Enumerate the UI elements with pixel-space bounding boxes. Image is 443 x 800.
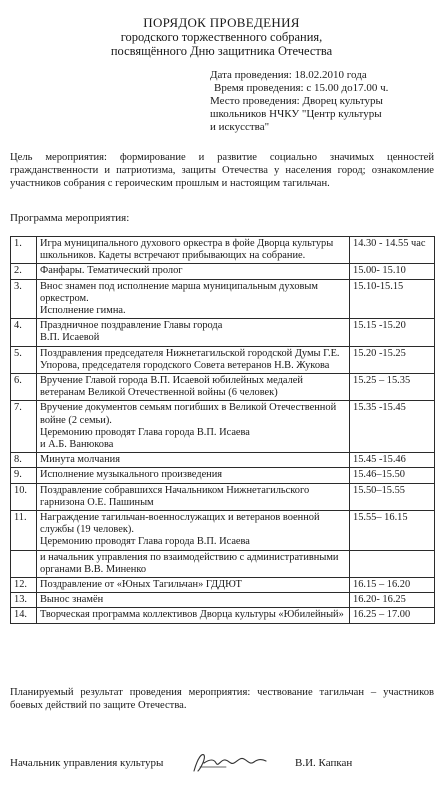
program-row (11, 550, 435, 577)
program-row-description-line: Внос знамен под исполнение марша муниципальным духовым оркестром. (40, 280, 318, 304)
program-row-description (37, 550, 350, 577)
program-row (11, 578, 435, 593)
program-row-description (37, 264, 350, 279)
program-row-time: 16.20- 16.25 (350, 593, 435, 608)
program-row-description-line: и А.Б. Ванюкова (40, 439, 114, 451)
signatory-position: Начальник управления культуры (10, 757, 164, 769)
document-subtitle-line1: городского торжественного собрания, (120, 30, 323, 44)
program-row (11, 401, 435, 453)
program-row (11, 593, 435, 608)
program-row-description-line: Поздравление собравшихся Начальником Нижнетагильского гарнизона О.Е. Пашиным (40, 484, 310, 508)
program-label: Программа мероприятия: (10, 212, 130, 224)
signature-block (10, 753, 434, 775)
program-row-description (37, 374, 350, 401)
program-row-time: 15.50–15.55 (350, 483, 435, 510)
program-row-number (11, 550, 37, 577)
program-row-time: 16.25 – 17.00 (350, 608, 435, 623)
program-row-time: 15.45 -15.46 (350, 453, 435, 468)
program-row-description (37, 483, 350, 510)
signatory-name: В.И. Капкан (295, 757, 353, 769)
program-row-time: 15.25 – 15.35 (350, 374, 435, 401)
planned-result: Планируемый результат проведения мероприятия: чествование тагильчан – участников боевых действий по защите Отечества. (10, 687, 434, 711)
document-header (0, 16, 443, 58)
program-row-time (350, 550, 435, 577)
program-row-description-line: В.П. Исаевой (40, 332, 100, 344)
program-row-description-line: Вручение документов семьям погибших в Великой Отечественной войне (2 семьи). (40, 402, 337, 426)
program-row (11, 279, 435, 319)
program-row-description-line: Творческая программа коллективов Дворца культуры «Юбилейный» (40, 609, 344, 621)
program-row-description-line: Праздничное поздравление Главы города (40, 320, 223, 332)
program-row-description-line: Поздравление от «Юных Тагильчан» ГДДЮТ (40, 579, 242, 591)
program-row-number: 7. (11, 401, 37, 453)
program-row-description (37, 608, 350, 623)
handwritten-signature (190, 747, 270, 777)
program-row-description-line: Исполнение гимна. (40, 305, 126, 317)
event-goal: Цель мероприятия: формирование и развитие социально значимых ценностей гражданственности и патриотизма, защиты Отечества у населения город; ознакомление участников собрания с героическим прошлым и настоящим тагильчан. (10, 152, 434, 189)
program-row (11, 511, 435, 551)
program-row-description (37, 578, 350, 593)
program-row (11, 319, 435, 346)
program-row-number: 6. (11, 374, 37, 401)
event-time: Время проведения: с 15.00 до17.00 ч. (214, 82, 389, 94)
program-row-number: 5. (11, 346, 37, 373)
document-subtitle-line2: посвящённого Дню защитника Отечества (110, 44, 333, 58)
program-row-description-line: Игра муниципального духового оркестра в фойе Дворца культуры школьников. Кадеты встречают прибывающих на собрание. (40, 238, 334, 262)
program-row-number: 1. (11, 237, 37, 264)
program-row-description-line: и начальник управления по взаимодействию с административными органами В.В. Миненко (40, 551, 339, 575)
program-row (11, 264, 435, 279)
program-row-number: 13. (11, 593, 37, 608)
program-row (11, 374, 435, 401)
program-row (11, 468, 435, 483)
program-row-time: 15.20 -15.25 (350, 346, 435, 373)
program-row-description-line: Церемонию проводят Глава города В.П. Исаева (40, 426, 250, 438)
program-row-number: 12. (11, 578, 37, 593)
program-row (11, 346, 435, 373)
program-row-description (37, 468, 350, 483)
program-row-description (37, 511, 350, 551)
program-row-time: 15.15 -15.20 (350, 319, 435, 346)
program-row-description (37, 237, 350, 264)
program-row (11, 453, 435, 468)
program-row-description-line: Церемонию проводят Глава города В.П. Исаева (40, 536, 250, 548)
program-row-description-line: Вручение Главой города В.П. Исаевой юбилейных медалей ветеранам Великой Отечественной войны (6 человек) (40, 375, 303, 399)
program-row-number: 14. (11, 608, 37, 623)
program-row-time: 14.30 - 14.55 час (350, 237, 435, 264)
program-row-description-line: Фанфары. Тематический пролог (40, 265, 183, 277)
program-row-description (37, 401, 350, 453)
program-row-description-line: Минута молчания (40, 454, 120, 466)
program-row-description (37, 593, 350, 608)
program-row-time: 15.35 -15.45 (350, 401, 435, 453)
program-row-description (37, 346, 350, 373)
program-row (11, 483, 435, 510)
program-row-time: 15.46–15.50 (350, 468, 435, 483)
program-row-number: 11. (11, 511, 37, 551)
event-place-line2: школьников НЧКУ "Центр культуры (210, 108, 382, 120)
program-table (10, 236, 435, 624)
program-row-number: 2. (11, 264, 37, 279)
program-row-description-line: Награждение тагильчан-военнослужащих и ветеранов военной службы (19 человек). (40, 512, 320, 536)
program-row-number: 9. (11, 468, 37, 483)
program-row-number: 4. (11, 319, 37, 346)
program-row-description (37, 319, 350, 346)
program-row-description-line: Поздравления председателя Нижнетагильской городской Думы Г.Е. Упорова, председателя городского Совета ветеранов Н.В. Жукова (40, 347, 340, 371)
program-row-time: 16.15 – 16.20 (350, 578, 435, 593)
event-place-line1: Место проведения: Дворец культуры (210, 95, 383, 107)
event-date: Дата проведения: 18.02.2010 года (210, 69, 367, 81)
program-row-description (37, 279, 350, 319)
program-row-time: 15.55– 16.15 (350, 511, 435, 551)
document-title: ПОРЯДОК ПРОВЕДЕНИЯ (143, 15, 300, 30)
program-row-number: 3. (11, 279, 37, 319)
program-row-number: 10. (11, 483, 37, 510)
event-place-line3: и искусства" (210, 121, 270, 133)
program-row (11, 237, 435, 264)
program-row-time: 15.00- 15.10 (350, 264, 435, 279)
program-row-time: 15.10-15.15 (350, 279, 435, 319)
event-meta (210, 69, 435, 134)
program-row-description-line: Вынос знамён (40, 594, 104, 606)
program-row-number: 8. (11, 453, 37, 468)
program-row (11, 608, 435, 623)
program-row-description-line: Исполнение музыкального произведения (40, 469, 223, 481)
program-row-description (37, 453, 350, 468)
